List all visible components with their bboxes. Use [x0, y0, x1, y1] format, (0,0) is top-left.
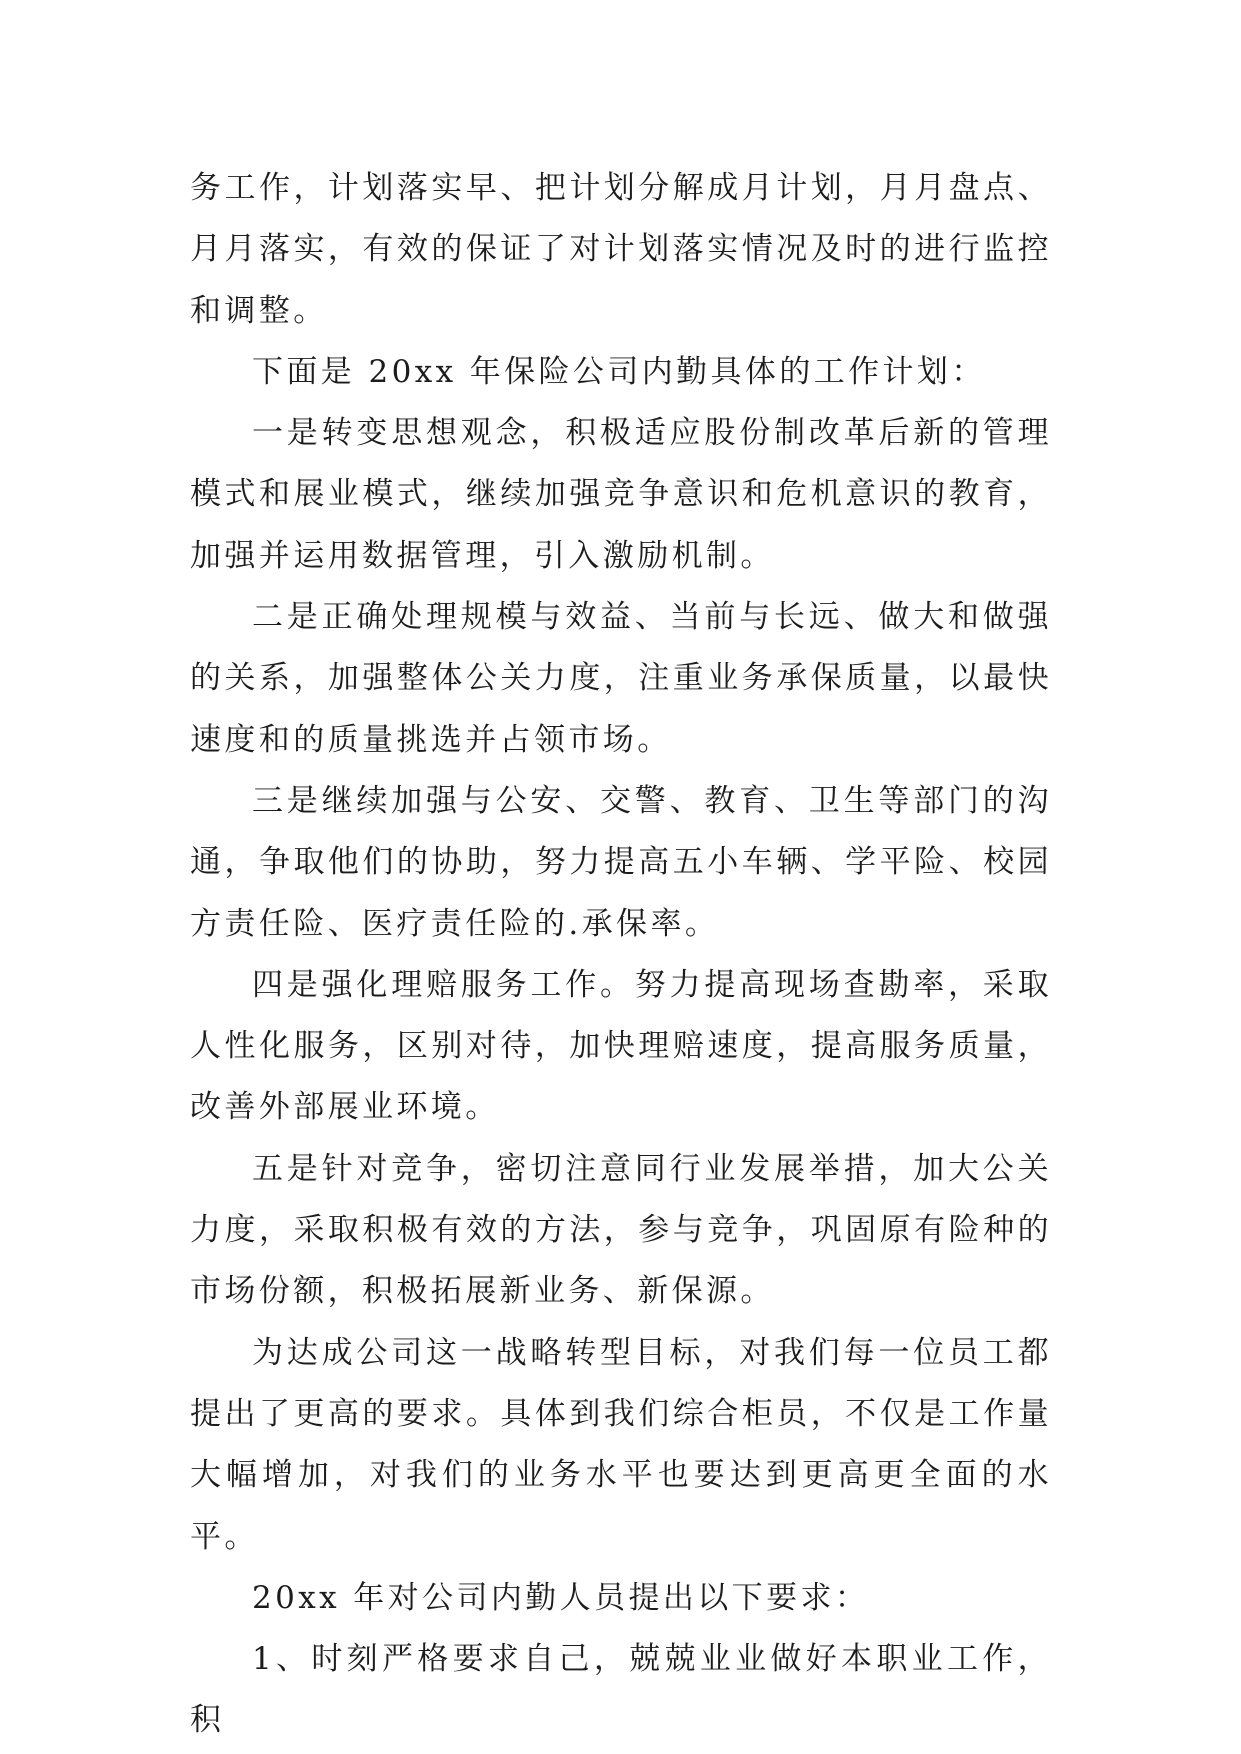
- paragraph-item-one: 一是转变思想观念，积极适应股份制改革后新的管理模式和展业模式，继续加强竞争意识和危机意识的教育，加强并运用数据管理，引入激励机制。: [190, 415, 1052, 574]
- paragraph-item-two: 二是正确处理规模与效益、当前与长远、做大和做强的关系，加强整体公关力度，注重业务承保质量，以最快速度和的质量挑选并占领市场。: [190, 599, 1052, 758]
- paragraph-goal: 为达成公司这一战略转型目标，对我们每一位员工都提出了更高的要求。具体到我们综合柜员，不仅是工作量大幅增加，对我们的业务水平也要达到更高更全面的水平。: [190, 1334, 1052, 1555]
- paragraph-requirements-intro: 20xx 年对公司内勤人员提出以下要求：: [252, 1579, 870, 1616]
- document-body: [190, 158, 1052, 1752]
- paragraph-item-four: 四是强化理赔服务工作。努力提高现场查勘率，采取人性化服务，区别对待，加快理赔速度，提高服务质量，改善外部展业环境。: [190, 966, 1052, 1126]
- paragraph-continued: 务工作，计划落实早、把计划分解成月计划，月月盘点、月月落实，有效的保证了对计划落实情况及时的进行监控和调整。: [190, 170, 1052, 329]
- paragraph-item-five: 五是针对竞争，密切注意同行业发展举措，加大公关力度，采取积极有效的方法，参与竞争，巩固原有险种的市场份额，积极拓展新业务、新保源。: [190, 1150, 1052, 1310]
- paragraph-plan-intro: 下面是 20xx 年保险公司内勤具体的工作计划：: [252, 353, 986, 390]
- paragraph-requirement-one: 1、时刻严格要求自己，兢兢业业做好本职业工作，积: [190, 1641, 1052, 1739]
- paragraph-item-three: 三是继续加强与公安、交警、教育、卫生等部门的沟通，争取他们的协助，努力提高五小车辆、学平险、校园方责任险、医疗责任险的.承保率。: [190, 782, 1052, 942]
